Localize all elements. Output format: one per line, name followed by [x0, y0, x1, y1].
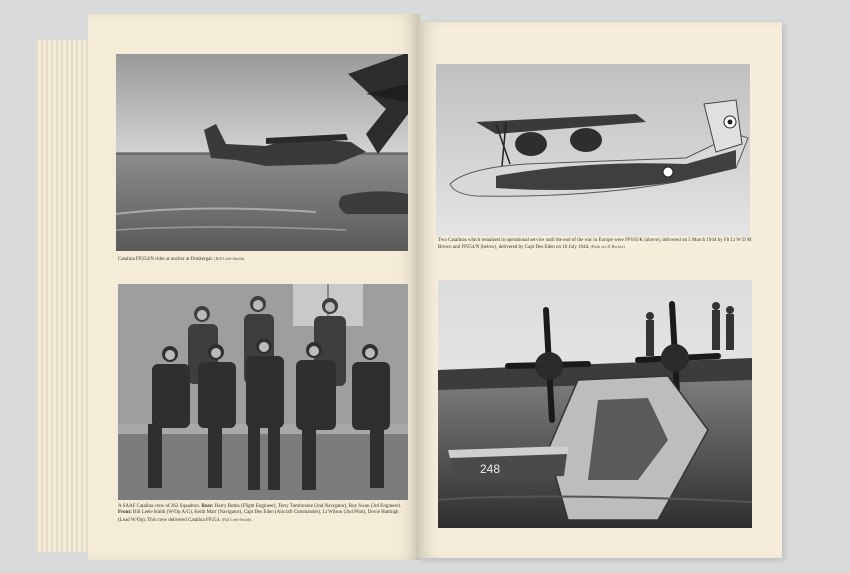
right-page [418, 22, 782, 558]
catalina-on-water-photo [438, 280, 752, 528]
left-page [88, 14, 420, 560]
photo-credit: (Bill Leeb-Smith) [221, 516, 252, 522]
catalina-in-flight-photo [436, 64, 750, 236]
boat-number: 248 [480, 462, 501, 476]
rear-label: Rear: [201, 504, 214, 509]
bottom-left-caption [118, 504, 410, 524]
aircrew-group-photo [118, 284, 408, 500]
photo-credit: (Both via D Becker) [590, 244, 625, 250]
front-label: Front: [118, 510, 132, 516]
caption-text: Catalina FP254/N rides at anchor at Donkergat. [118, 257, 214, 262]
rear-text: Harry Botha (Flight Engineer), Terry Tumbrooke (2nd Navigator), Roy Swan (3rd Engineer). [214, 504, 402, 509]
top-left-caption [118, 256, 408, 263]
catalina-at-anchor-photo [116, 54, 408, 251]
caption-text: Two Catalinas which remained in operational service until the end of the war in Europe were FP105/K (above), delivered on 5 March 1944 by Flt Lt W D M Brown and FP254/N (below), delivered by Capt Des Eden on 16 July 1944. [438, 238, 752, 251]
top-right-caption [438, 238, 752, 252]
caption-text: A SAAF Catalina crew of 262 Squadron. [118, 504, 201, 509]
front-text: Bill Leeb-Smith (W/Op A/G), Keith Marr (Navigator), Capt Des Eden (Aircraft Commander), Lt Wilson (2nd Pilot), Dovie Hattingh (Lead W/Op). This crew delivered Catalina FP254. [118, 510, 399, 523]
photo-credit: (Bill Leeb-Smith) [214, 256, 245, 261]
